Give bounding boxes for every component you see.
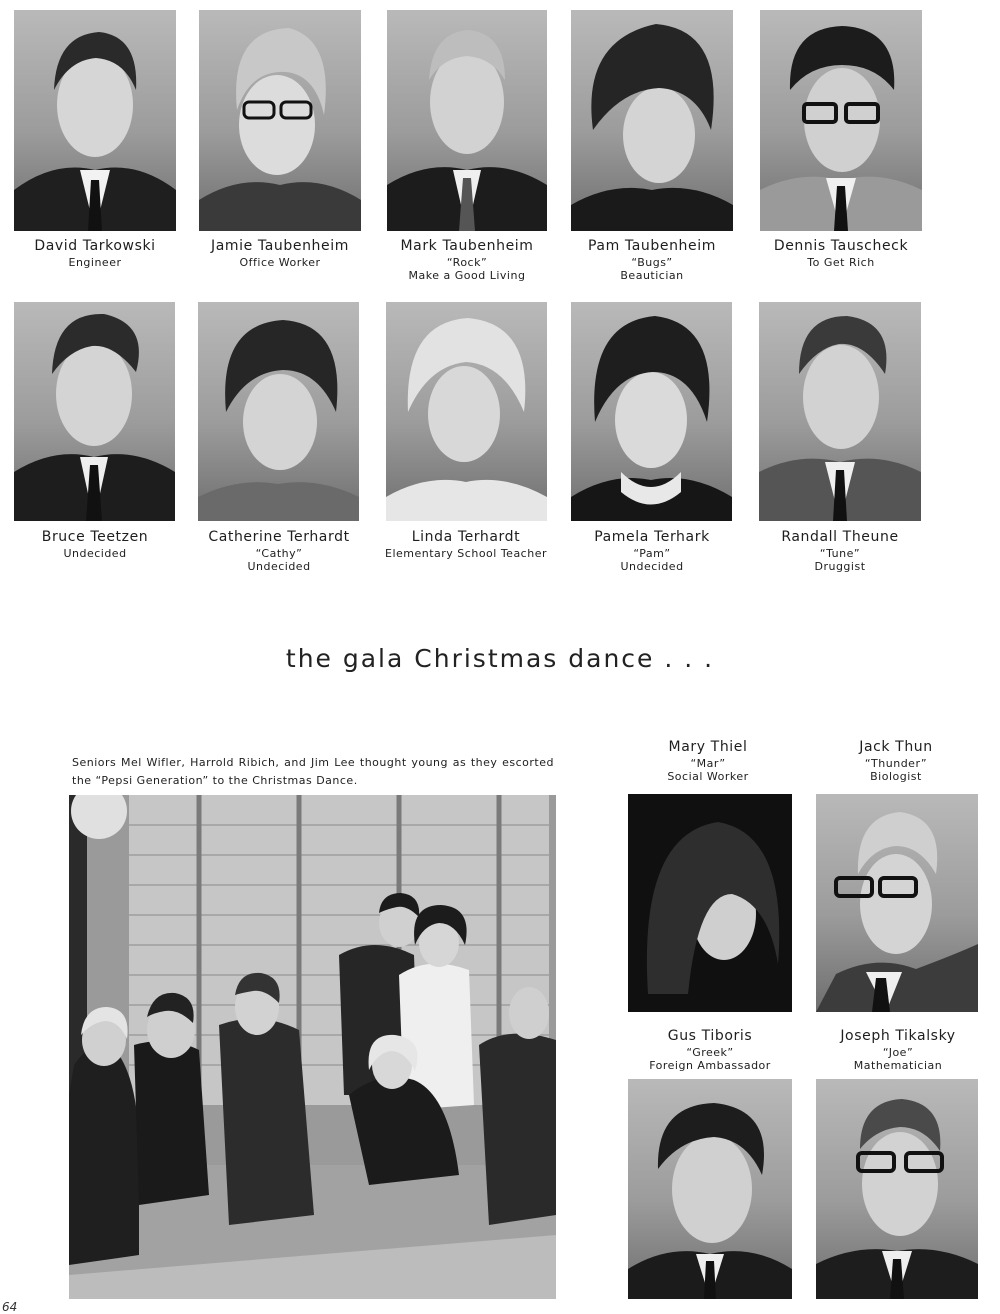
photo-david-tarkowski xyxy=(14,10,176,231)
student-name: Jamie Taubenheim xyxy=(211,238,349,254)
dance-photo-caption: Seniors Mel Wifler, Harrold Ribich, and Jim Lee thought young as they escorted the “Pepsi Generation” to the Christmas Dance. xyxy=(72,756,554,787)
student-goal: Undecided xyxy=(620,560,684,574)
student-goal: Undecided xyxy=(63,546,127,560)
photo-joseph-tikalsky xyxy=(816,1079,978,1299)
student-goal: Biologist xyxy=(870,770,922,784)
student-name: Linda Terhardt xyxy=(411,529,521,545)
student-goal: Beautician xyxy=(620,269,684,283)
student-nickname: “Mar” xyxy=(690,756,726,770)
caption-randall-theune xyxy=(749,529,931,574)
student-goal: Make a Good Living xyxy=(408,269,526,283)
caption-mark-taubenheim xyxy=(376,238,558,283)
student-goal: Druggist xyxy=(814,560,866,574)
photo-jamie-taubenheim xyxy=(199,10,361,231)
photo-linda-terhardt xyxy=(386,302,547,521)
student-name: Gus Tiboris xyxy=(667,1028,753,1044)
caption-david-tarkowski xyxy=(4,238,186,269)
photo-pam-taubenheim xyxy=(571,10,733,231)
caption-gus-tiboris xyxy=(616,1028,804,1073)
caption-joseph-tikalsky xyxy=(804,1028,992,1073)
photo-pamela-terhark xyxy=(571,302,732,521)
page-number: 64 xyxy=(2,1300,18,1314)
student-name: Bruce Teetzen xyxy=(41,529,149,545)
photo-gus-tiboris xyxy=(628,1079,792,1299)
photo-randall-theune xyxy=(759,302,921,521)
student-nickname: “Joe” xyxy=(882,1045,914,1059)
student-nickname: “Bugs” xyxy=(631,255,673,269)
student-name: Pamela Terhark xyxy=(594,529,710,545)
student-name: Mark Taubenheim xyxy=(400,238,534,254)
photo-dennis-tauscheck xyxy=(760,10,922,231)
student-goal: Elementary School Teacher xyxy=(385,546,547,560)
caption-pamela-terhark xyxy=(561,529,743,574)
student-name: Mary Thiel xyxy=(668,739,748,755)
student-name: Jack Thun xyxy=(859,739,933,755)
caption-linda-terhardt xyxy=(370,529,562,560)
caption-mary-thiel xyxy=(616,739,800,784)
student-goal: Office Worker xyxy=(239,255,321,269)
student-goal: Social Worker xyxy=(667,770,749,784)
student-nickname: “Greek” xyxy=(686,1045,734,1059)
student-name: David Tarkowski xyxy=(34,238,156,254)
student-name: Randall Theune xyxy=(781,529,899,545)
photo-bruce-teetzen xyxy=(14,302,175,521)
student-name: Dennis Tauscheck xyxy=(773,238,909,254)
student-nickname: “Tune” xyxy=(819,546,861,560)
student-name: Joseph Tikalsky xyxy=(840,1028,956,1044)
photo-jack-thun xyxy=(816,794,978,1012)
caption-jack-thun xyxy=(804,739,988,784)
caption-dennis-tauscheck xyxy=(750,238,932,269)
student-name: Catherine Terhardt xyxy=(208,529,350,545)
caption-pam-taubenheim xyxy=(561,238,743,283)
student-nickname: “Cathy” xyxy=(255,546,303,560)
section-title: the gala Christmas dance . . . xyxy=(285,644,715,673)
caption-catherine-terhardt xyxy=(188,529,370,574)
photo-mary-thiel xyxy=(628,794,792,1012)
caption-bruce-teetzen xyxy=(4,529,186,560)
student-goal: Mathematician xyxy=(853,1059,943,1073)
student-goal: Engineer xyxy=(68,255,122,269)
student-nickname: “Rock” xyxy=(446,255,488,269)
student-name: Pam Taubenheim xyxy=(588,238,716,254)
photo-mark-taubenheim xyxy=(387,10,547,231)
dance-group-photo xyxy=(69,795,556,1299)
photo-catherine-terhardt xyxy=(198,302,359,521)
caption-jamie-taubenheim xyxy=(189,238,371,269)
student-goal: Foreign Ambassador xyxy=(649,1059,771,1073)
student-goal: Undecided xyxy=(247,560,311,574)
student-nickname: “Pam” xyxy=(633,546,671,560)
student-nickname: “Thunder” xyxy=(864,756,928,770)
student-goal: To Get Rich xyxy=(807,255,875,269)
